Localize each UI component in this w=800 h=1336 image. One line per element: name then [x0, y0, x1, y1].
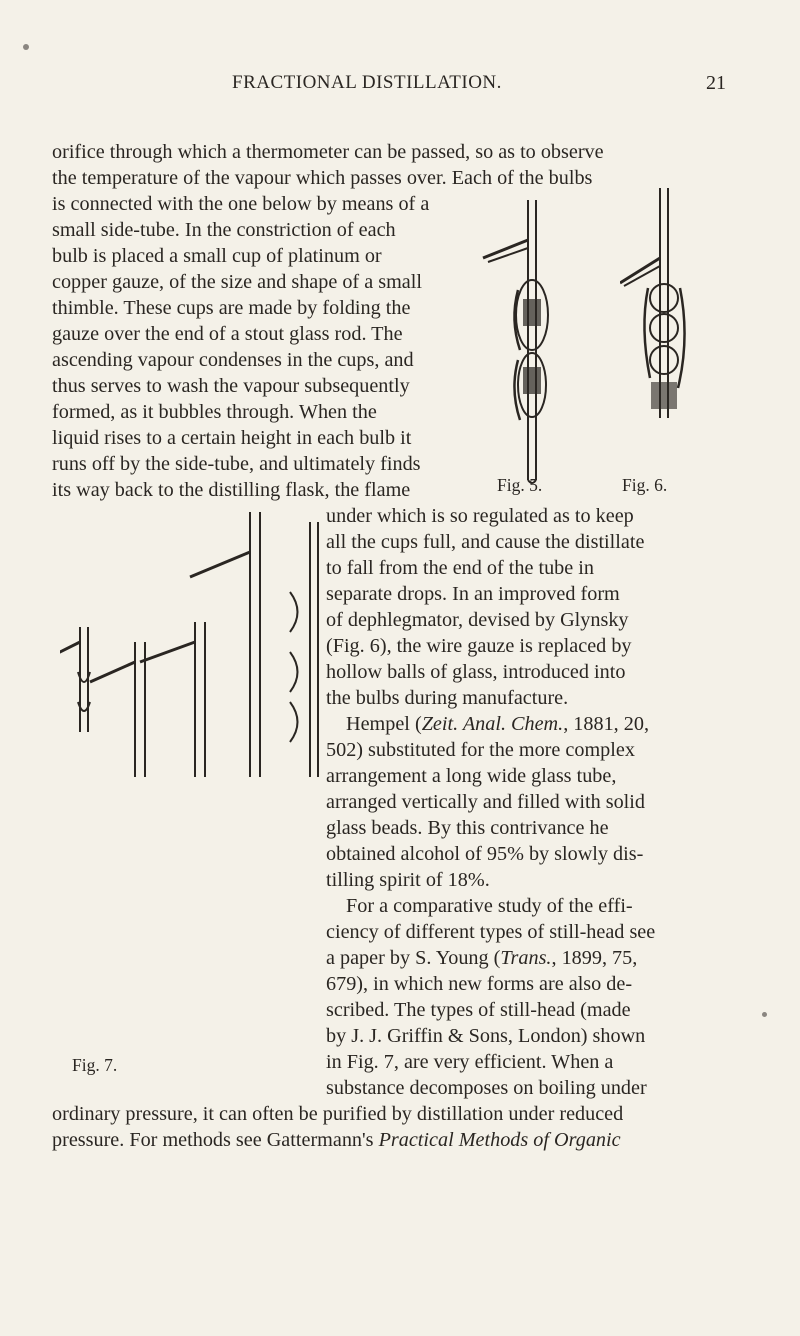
fig-5-caption: Fig. 5. [497, 475, 543, 495]
text-line: glass beads. By this contrivance he [326, 817, 609, 839]
fig-7-caption: Fig. 7. [72, 1055, 118, 1075]
paper-speck [23, 44, 29, 50]
figure-7-still-heads [60, 512, 320, 787]
text-line: gauze over the end of a stout glass rod. The [52, 323, 403, 345]
text-line: all the cups full, and cause the distillate [326, 531, 645, 553]
text-line: thimble. These cups are made by folding the [52, 297, 411, 319]
fig-6-caption: Fig. 6. [622, 475, 668, 495]
running-title: FRACTIONAL DISTILLATION. [232, 72, 502, 93]
running-head [0, 72, 800, 112]
text-line: small side-tube. In the constriction of each [52, 219, 396, 241]
text-line: in Fig. 7, are very efficient. When a [326, 1051, 614, 1073]
text-line: the temperature of the vapour which passes over. Each of the bulbs [52, 167, 593, 189]
text-line: Hempel (Zeit. Anal. Chem., 1881, 20, [346, 713, 649, 735]
text-line: 502) substituted for the more complex [326, 739, 635, 761]
text-line: ordinary pressure, it can often be purified by distillation under reduced [52, 1103, 624, 1125]
text-line: ciency of different types of still-head see [326, 921, 656, 943]
text-line: orifice through which a thermometer can be passed, so as to observe [52, 141, 604, 163]
text-line: by J. J. Griffin & Sons, London) shown [326, 1025, 646, 1047]
text-line: ascending vapour condenses in the cups, and [52, 349, 414, 371]
text-line: substance decomposes on boiling under [326, 1077, 647, 1099]
text-line: formed, as it bubbles through. When the [52, 401, 377, 423]
journal-title: Trans. [500, 947, 552, 969]
text-line: 679), in which new forms are also de- [326, 973, 633, 995]
text-line: thus serves to wash the vapour subsequently [52, 375, 410, 397]
text-line: (Fig. 6), the wire gauze is replaced by [326, 635, 632, 657]
text-line: copper gauze, of the size and shape of a small [52, 271, 422, 293]
text-line: under which is so regulated as to keep [326, 505, 634, 527]
text-line: For a comparative study of the effi- [346, 895, 633, 917]
figure-6-glynsky-dephlegmator [620, 188, 710, 423]
text-line: of dephlegmator, devised by Glynsky [326, 609, 629, 631]
book-title: Practical Methods of Organic [378, 1129, 621, 1151]
text-line: pressure. For methods see Gattermann's Practical Methods of Organic [52, 1129, 621, 1151]
text-line: the bulbs during manufacture. [326, 687, 569, 709]
text-line: runs off by the side-tube, and ultimately finds [52, 453, 421, 475]
journal-title: Zeit. Anal. Chem. [421, 713, 564, 735]
text-line: hollow balls of glass, introduced into [326, 661, 626, 683]
text-line: a paper by S. Young (Trans., 1899, 75, [326, 947, 638, 969]
text-line: arrangement a long wide glass tube, [326, 765, 617, 787]
paper-speck [762, 1012, 767, 1017]
text-line: its way back to the distilling flask, the flame [52, 479, 411, 501]
text-line: bulb is placed a small cup of platinum or [52, 245, 382, 267]
text-line: liquid rises to a certain height in each bulb it [52, 427, 412, 449]
text-line: tilling spirit of 18%. [326, 869, 490, 891]
text-line: scribed. The types of still-head (made [326, 999, 631, 1021]
text-line: obtained alcohol of 95% by slowly dis- [326, 843, 644, 865]
text-line: arranged vertically and filled with solid [326, 791, 645, 813]
text-line: is connected with the one below by means of a [52, 193, 430, 215]
text-line: separate drops. In an improved form [326, 583, 620, 605]
text-line: to fall from the end of the tube in [326, 557, 594, 579]
page-number: 21 [706, 72, 726, 94]
figure-5-dephlegmator [478, 200, 578, 485]
